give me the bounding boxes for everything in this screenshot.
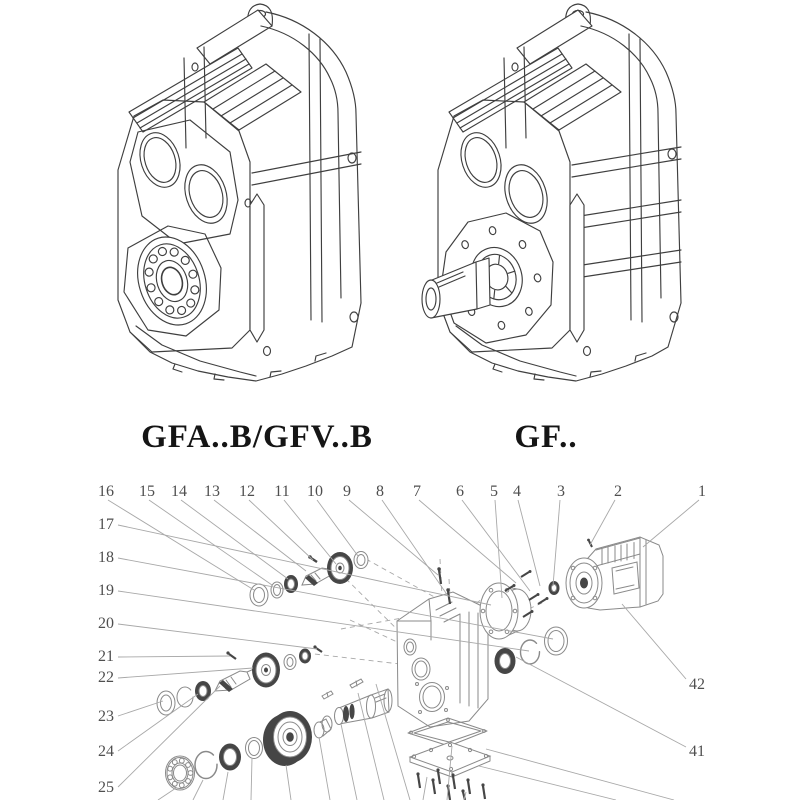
callout-number-18: 18 [98, 549, 114, 566]
input-bore [133, 127, 186, 192]
spacer [314, 716, 332, 738]
cutoff-leader-line [479, 766, 616, 800]
callout-leader-line [249, 500, 313, 560]
callout-leader-line [149, 500, 272, 585]
callout-number-16: 16 [98, 483, 114, 500]
cutoff-leader-line [341, 724, 357, 800]
callout-number-3: 3 [557, 483, 565, 500]
cutoff-leader-line [319, 737, 330, 800]
callout-number-6: 6 [456, 483, 464, 500]
callout-number-21: 21 [98, 648, 114, 665]
callout-number-11: 11 [274, 483, 290, 500]
model-label-right: GF.. [514, 419, 578, 455]
second-bore [178, 159, 235, 228]
second-shaft-parts [157, 645, 322, 715]
oil-seal [219, 744, 241, 771]
callout-number-10: 10 [307, 483, 323, 500]
ball-bearing [166, 756, 195, 790]
pinion-shaft [215, 669, 254, 692]
callout-leader-line [622, 604, 686, 679]
key [322, 691, 333, 699]
callout-number-7: 7 [413, 483, 421, 500]
tower-band [252, 152, 361, 185]
input-bore [454, 127, 507, 192]
callout-leader-line [181, 500, 288, 579]
callout-number-24: 24 [98, 743, 114, 760]
callout-number-17: 17 [98, 516, 114, 533]
front-pillar [250, 194, 264, 342]
callout-number-42: 42 [689, 676, 705, 693]
output-gear [263, 711, 312, 766]
callout-number-4: 4 [513, 483, 521, 500]
callout-leader-line [590, 500, 615, 545]
callout-number-23: 23 [98, 708, 114, 725]
motor-bearing [549, 581, 560, 595]
callout-number-5: 5 [490, 483, 498, 500]
callout-number-9: 9 [343, 483, 351, 500]
callout-number-2: 2 [614, 483, 622, 500]
exploded-view [98, 483, 706, 800]
tower-strap [309, 34, 322, 322]
cutoff-leader-line [251, 758, 252, 800]
cutoff-leader-line [286, 765, 291, 800]
bottom-gasket [408, 718, 487, 746]
model-label-left: GFA..B/GFV..B [141, 419, 373, 455]
cover-bolts [416, 768, 485, 800]
key-2 [350, 679, 363, 688]
callout-leader-line [118, 701, 163, 716]
callout-leader-line [118, 624, 317, 649]
callout-leader-line [516, 657, 686, 747]
callout-leader-line [643, 500, 699, 547]
callout-leader-line [382, 500, 448, 596]
callout-number-13: 13 [204, 483, 220, 500]
callout-number-12: 12 [239, 483, 255, 500]
callout-number-8: 8 [376, 483, 384, 500]
cutoff-leader-line [193, 780, 203, 800]
callout-number-22: 22 [98, 669, 114, 686]
callout-number-19: 19 [98, 582, 114, 599]
cutoff-leader-line [158, 788, 176, 800]
callout-number-25: 25 [98, 779, 114, 796]
left-gearbox-drawing [118, 4, 361, 381]
cutoff-leader-line [423, 777, 427, 800]
snap-ring [195, 752, 217, 779]
snap-ring [177, 687, 193, 707]
callout-number-15: 15 [139, 483, 155, 500]
tower-strap [629, 34, 642, 322]
input-shaft-parts [250, 552, 368, 607]
tower-bands [572, 147, 681, 278]
right-gearbox-drawing [422, 4, 681, 381]
front-pillar [570, 194, 584, 342]
callout-number-20: 20 [98, 615, 114, 632]
helical-gear-2 [252, 653, 280, 688]
callout-leader-line [419, 500, 516, 583]
callout-leader-line [118, 656, 230, 657]
callout-number-41: 41 [689, 743, 705, 760]
gear-housing [397, 567, 488, 727]
small-screw [226, 651, 236, 659]
washer [284, 655, 296, 670]
callout-leader-line [284, 500, 336, 564]
cutoff-leader-line [223, 772, 228, 800]
callout-number-1: 1 [698, 483, 706, 500]
callout-leader-line [553, 500, 560, 586]
hollow-output-shaft [335, 689, 393, 725]
motor [566, 537, 663, 610]
callout-number-14: 14 [171, 483, 187, 500]
helical-gear-1 [327, 552, 353, 584]
